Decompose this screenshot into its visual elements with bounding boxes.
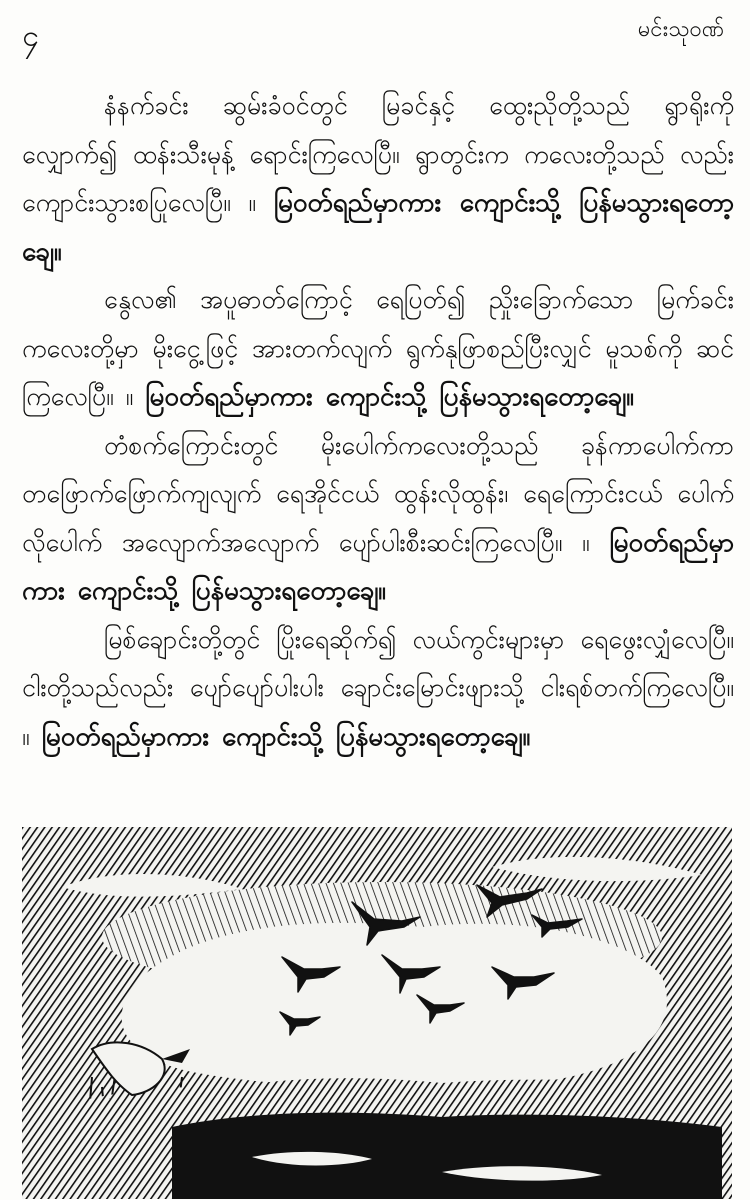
cloud-clearing <box>122 923 667 1089</box>
page-number: ၄ <box>22 19 39 54</box>
running-title: မင်းသုဝဏ် <box>637 17 724 42</box>
paragraph-refrain: မြဝတ်ရည်မှာကား ကျောင်းသို့ ပြန်မသွားရတော့ချေ။ <box>145 382 634 412</box>
paragraph-text: မြစ်ချောင်းတို့တွင် ပြိုးရေဆိုက်၍ လယ်ကွင်းများမှာ ရေဖွေးလျှံလေပြီ။ ငါးတို့သည်လည်း ပျော်ပျော်ပါးပါး ချောင်းမြောင်းဖျားသို့ ငါးရစ်တက်ကြလေပြီ။ ။ <box>22 624 734 751</box>
paragraph-refrain: မြဝတ်ရည်မှာကား ကျောင်းသို့ ပြန်မသွားရတော့ချေ။ <box>41 721 531 752</box>
paragraph <box>22 616 734 762</box>
paragraph-refrain: မြဝတ်ရည်မှာကား ကျောင်းသို့ ပြန်မသွားရတော့ချေ။ <box>22 527 735 606</box>
paragraph-text: နံနက်ခင်း ဆွမ်းခံဝင်တွင် မြခင်နှင့် ထွေးညိုတို့သည် ရွာရိုးကို လျှောက်၍ ထန်းသီးမုန့် ရောင်းကြလေပြီ။ ရွာတွင်းက ကလေးတို့သည် လည်း ကျောင်းသွားစပြုလေပြီ။ ။ <box>22 91 734 217</box>
geese-illustration <box>22 827 732 1199</box>
body-text <box>22 82 734 761</box>
marsh-dark <box>172 1113 722 1199</box>
paragraph-text: နွေလ၏ အပူဓာတ်ကြောင့် ရေပြတ်၍ ညှိုးခြောက်သော မြက်ခင်းကလေးတို့မှာ မိုးငွေ့ဖြင့် အားတက်လျက် ရွက်နုဖြာစည်ပြီးလျှင် မူသစ်ကို ဆင်ကြလေပြီ။ ။ <box>22 285 734 411</box>
paragraph <box>22 276 734 422</box>
paragraph <box>22 82 734 276</box>
paragraph <box>22 422 734 616</box>
paragraph-refrain: မြဝတ်ရည်မှာကား ကျောင်းသို့ ပြန်မသွားရတော့ချေ။ <box>22 188 735 267</box>
illustration-svg <box>22 827 732 1199</box>
paragraph-text: တံစက်ကြောင်းတွင် မိုးပေါက်ကလေးတို့သည် ခုန်ကာပေါက်ကာ တဖြောက်ဖြောက်ကျလျက် ရေအိုင်ငယ် ထွန်းလိုထွန်း၊ ရေကြောင်းငယ် ပေါက်လိုပေါက် အလျောက်အလျောက် ပျော်ပါးစီးဆင်းကြလေပြီ။ ။ <box>22 430 734 557</box>
